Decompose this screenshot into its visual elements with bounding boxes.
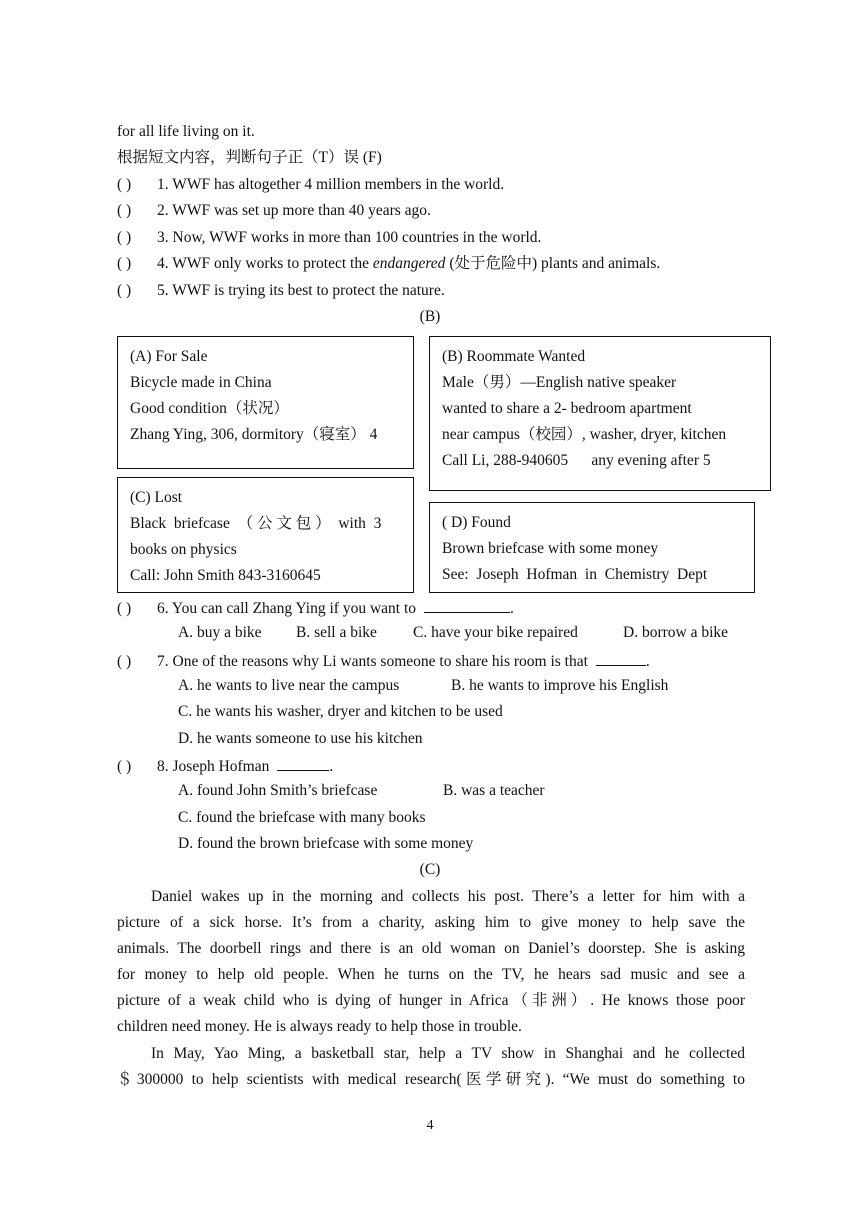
fill-blank[interactable] <box>424 597 510 613</box>
option-8d[interactable]: D. found the brown briefcase with some money <box>178 835 474 852</box>
answer-blank[interactable]: ( ) <box>117 600 132 617</box>
section-c-heading: (C) <box>419 861 441 878</box>
option-8a[interactable]: A. found John Smith’s briefcase <box>178 782 378 799</box>
passage-paragraph-2: In May, Yao Ming, a basketball star, help a TV show in Shanghai and he collected ＄300000 to help scientists with medical research(医学研究). “We must do something to <box>117 1045 745 1088</box>
option-6b[interactable]: B. sell a bike <box>296 624 377 641</box>
mc-question-6: ( ) 6. You can call Zhang Ying if you want to . <box>117 597 514 619</box>
passage-paragraph-1: Daniel wakes up in the morning and collects his post. There’s a letter for him with a picture of a sick horse. It’s from a charity, asking him to give money to help save the animals. The doorbell rings and there is an old woman on Daniel’s doorstep. She is asking for money to help old people. When he turns on the TV, he hears sad music and see a picture of a weak child who is dying of hunger in Africa（非洲）. He knows those poor children need money. He is always ready to help those in trouble. <box>117 888 745 1035</box>
option-7d[interactable]: D. he wants someone to use his kitchen <box>178 730 423 747</box>
option-6d[interactable]: D. borrow a bike <box>623 624 729 641</box>
option-7b[interactable]: B. he wants to improve his English <box>451 677 669 694</box>
option-8c[interactable]: C. found the briefcase with many books <box>178 809 426 826</box>
answer-blank[interactable]: ( ) <box>117 758 132 775</box>
option-8b[interactable]: B. was a teacher <box>443 782 545 799</box>
fill-blank[interactable] <box>596 650 646 666</box>
tf-question-4: ( ) 4. WWF only works to protect the endangered (处于危险中) plants and animals. <box>117 255 661 272</box>
answer-blank[interactable]: ( ) <box>117 282 132 299</box>
ad-lost: (C) Lost Black briefcase （ 公 文 包 ） with 3 books on physics Call: John Smith 843-3160645 <box>117 477 414 593</box>
section-b-heading: (B) <box>419 308 441 325</box>
option-7c[interactable]: C. he wants his washer, dryer and kitchen to be used <box>178 703 503 720</box>
answer-blank[interactable]: ( ) <box>117 255 132 272</box>
answer-blank[interactable]: ( ) <box>117 229 132 246</box>
mc-question-8: ( ) 8. Joseph Hofman . <box>117 755 333 777</box>
option-7a[interactable]: A. he wants to live near the campus <box>178 677 400 694</box>
tf-question-5: ( ) 5. WWF is trying its best to protect the nature. <box>117 282 445 299</box>
tf-question-3: ( ) 3. Now, WWF works in more than 100 countries in the world. <box>117 229 542 246</box>
tf-question-2: ( ) 2. WWF was set up more than 40 years ago. <box>117 202 431 219</box>
tf-question-1: ( ) 1. WWF has altogether 4 million members in the world. <box>117 176 505 193</box>
option-6c[interactable]: C. have your bike repaired <box>413 624 578 641</box>
page-number: 4 <box>426 1118 434 1133</box>
ad-roommate-wanted: (B) Roommate Wanted Male（男）—English native speaker wanted to share a 2- bedroom apartment near campus（校园）, washer, dryer, kitchen Call Li, 288-940605 any evening after 5 <box>429 336 771 491</box>
mc-question-7: ( ) 7. One of the reasons why Li wants someone to share his room is that . <box>117 650 650 672</box>
ad-for-sale: (A) For Sale Bicycle made in China Good condition（状况） Zhang Ying, 306, dormitory（寝室） 4 <box>117 336 414 469</box>
answer-blank[interactable]: ( ) <box>117 202 132 219</box>
answer-blank[interactable]: ( ) <box>117 176 132 193</box>
ad-found: ( D) Found Brown briefcase with some money See: Joseph Hofman in Chemistry Dept <box>429 502 755 593</box>
passage-continuation: for all life living on it. <box>117 123 255 140</box>
tf-instruction: 根据短文内容，判断句子正（T）误 (F) <box>117 149 382 166</box>
answer-blank[interactable]: ( ) <box>117 653 132 670</box>
option-6a[interactable]: A. buy a bike <box>178 624 262 641</box>
fill-blank[interactable] <box>277 755 329 771</box>
